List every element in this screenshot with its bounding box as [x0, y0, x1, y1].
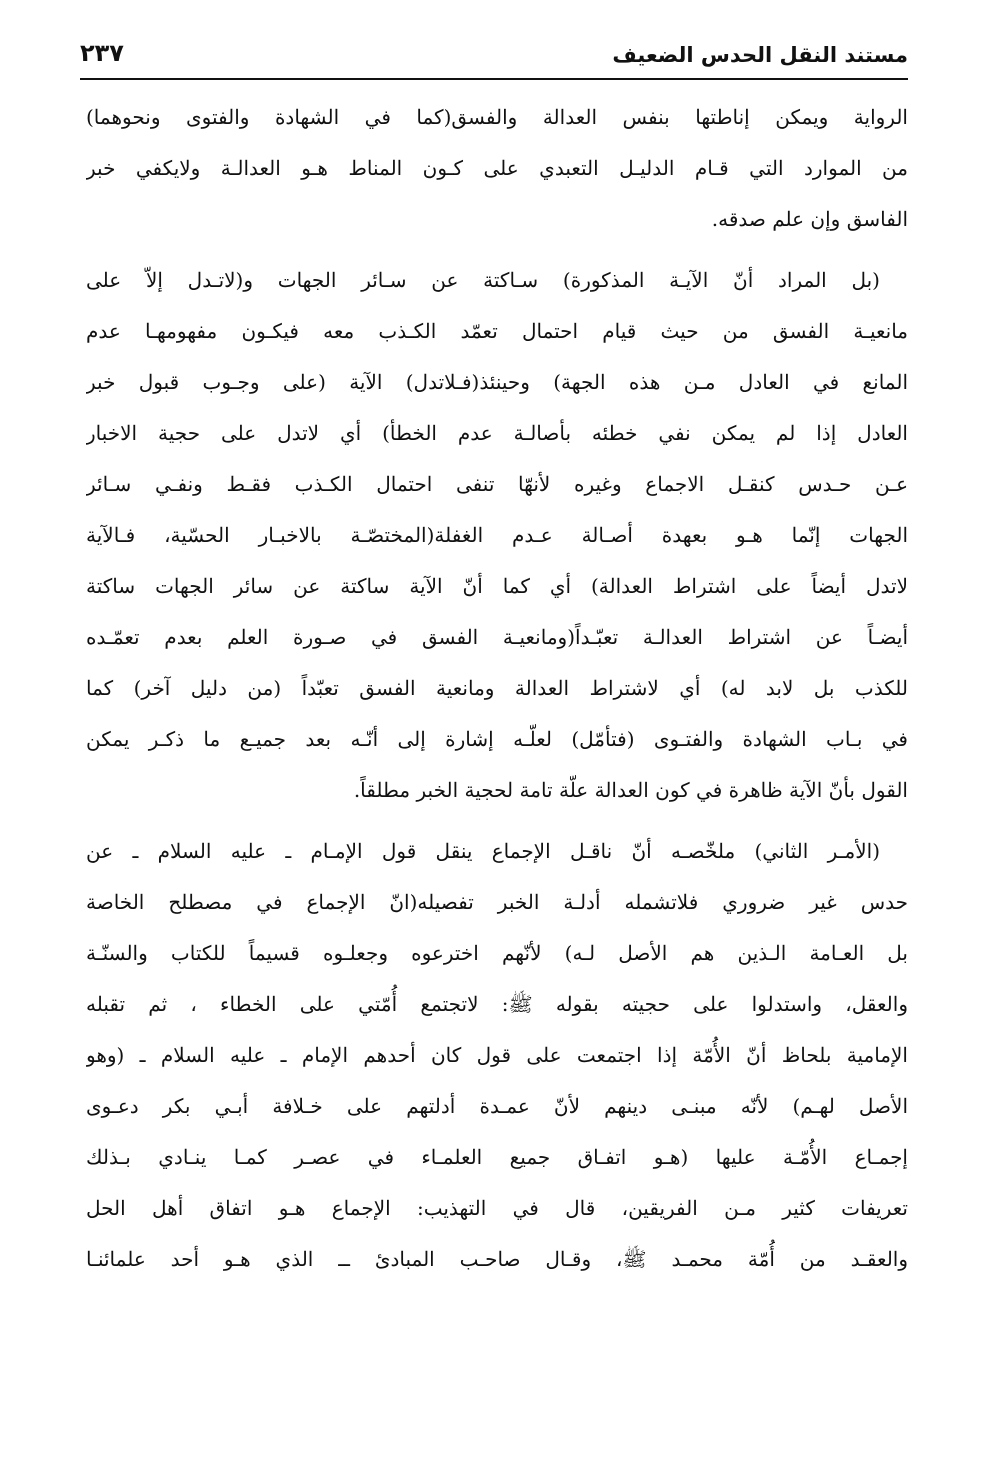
text-line: في بـاب الشهادة والفتـوى (فتأمّل) لعلّـه إشارة إلى أنّـه بعد جميـع ما ذكـر يمكن [86, 727, 908, 751]
text-line: الجهات إنّما هـو بعهدة أصـالة عـدم الغفلة(المختصّـة بالاخبـار الحسّية، فـالآية [86, 523, 908, 547]
paragraph-3 [86, 826, 908, 1285]
text-line: الأصل لهـم) لأنّه مبنـى دينهم لأنّ عمـدة أدلتهم على خـلافة أبـي بكر دعـوى [86, 1094, 908, 1118]
body-text [86, 92, 908, 1295]
text-line: العادل إذا لم يمكن نفي خطئه بأصالـة عدم الخطأ) أي لاتدل على حجية الاخبار [86, 421, 908, 445]
text-line: لاتدل أيضاً على اشتراط العدالة) أي كما أنّ الآية ساكتة عن سائر الجهات ساكتة [86, 574, 908, 598]
text-line: المانع في العادل مـن هذه الجهة) وحينئذ(فـلاتدل) الآية (على وجـوب قبول خبر [86, 370, 908, 394]
text-line: بل العـامة الـذين هم الأصل لـه) لأنّهم اخترعوه وجعلـوه قسيماً للكتاب والسنّـة [86, 941, 908, 965]
page-number: ٢٣٧ [80, 39, 124, 67]
text-line: للكذب بل لابد له) أي لاشتراط العدالة ومانعية الفسق تعبّداً (من دليل آخر) كما [86, 676, 908, 700]
text-line: الرواية ويمكن إناطتها بنفس العدالة والفسق(كما في الشهادة والفتوى ونحوهما) [86, 105, 908, 129]
text-line: الإمامية بلحاظ أنّ الأُمّة إذا اجتمعت على قول كان أحدهم الإمام ـ عليه السلام ـ (وهو [86, 1043, 908, 1067]
text-line: أيضـاً عن اشتراط العدالـة تعبّـداً(ومانعيـة الفسق في صـورة العلم بعدم تعمّـده [86, 625, 908, 649]
text-line: مانعيـة الفسق من حيث قيام احتمال تعمّد الكـذب معه فيكـون مفهومهـا عدم [86, 319, 908, 343]
text-line: من الموارد التي قـام الدليـل التعبدي على كـون المناط هـو العدالـة ولايكفي خبر [86, 156, 908, 180]
text-line: الفاسق وإن علم صدقه. [711, 207, 908, 231]
text-line: (بل المراد أنّ الآيـة المذكورة) سـاكتة عن سـائر الجهات و(لاتـدل إلاّ على [86, 268, 880, 292]
text-line: تعريفات كثير مـن الفريقين، قال في التهذيب: الإجماع هـو اتفاق أهل الحل [86, 1196, 908, 1220]
running-title: مستند النقل الحدس الضعيف [612, 43, 908, 67]
paragraph-1 [86, 92, 908, 245]
text-line: عـن حـدس كنقـل الاجماع وغيره لأنهّا تنفى احتمال الكـذب فقـط ونفـي سـائر [86, 472, 908, 496]
header-divider [80, 78, 908, 80]
text-line: والعقل، واستدلوا على حجيته بقوله ﷺ: لاتجتمع أُمّتي على الخطاء ، ثم تقبله [86, 992, 908, 1016]
text-line: إجمـاع الأُمّـة عليها (هـو اتفـاق جميع العلمـاء في عصـر كمـا ينـادي بـذلك [86, 1145, 908, 1169]
text-line: والعقـد من أُمّة محمـد ﷺ، وقـال صاحـب المبادئ ــ الذي هـو أحد علمائنـا [86, 1247, 908, 1271]
text-line: حدس غير ضروري فلاتشمله أدلـة الخبر تفصيله(انّ الإجماع في مصطلح الخاصة [86, 890, 908, 914]
page-header [80, 38, 908, 78]
paragraph-2 [86, 255, 908, 816]
text-line: القول بأنّ الآية ظاهرة في كون العدالة علّة تامة لحجية الخبر مطلقاً. [353, 778, 908, 802]
text-line: (الأمـر الثاني) ملخّصـه أنّ ناقـل الإجماع ينقل قول الإمـام ـ عليه السلام ـ عن [86, 839, 880, 863]
